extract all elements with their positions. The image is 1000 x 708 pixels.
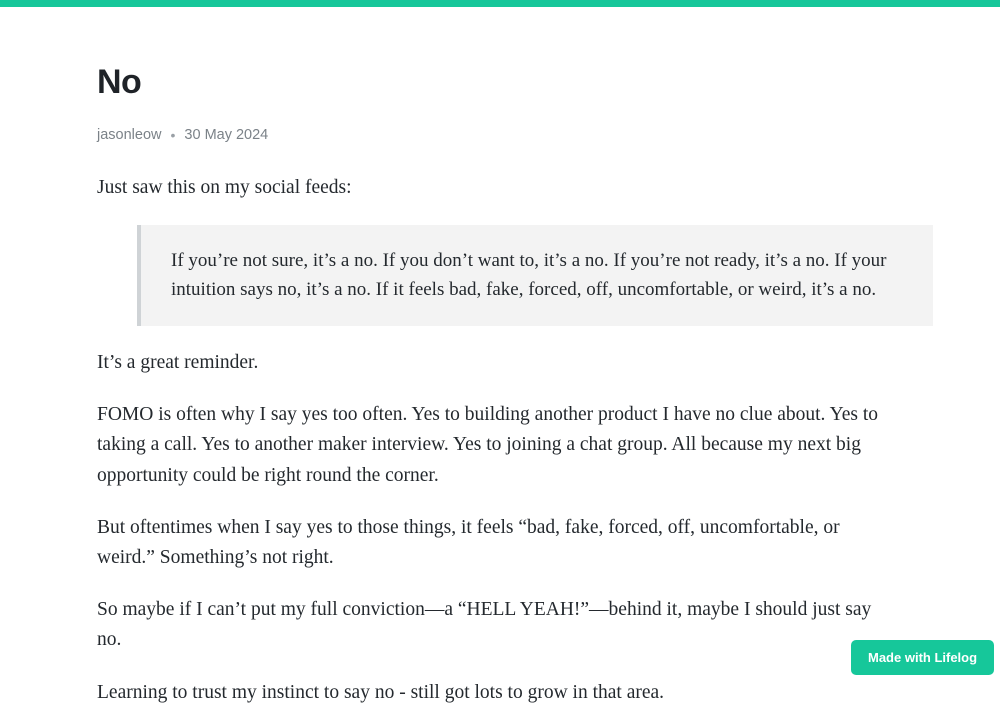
- paragraph-3: But oftentimes when I say yes to those things, it feels “bad, fake, forced, off, uncomfortable, or weird.” Something’s not right.: [97, 516, 840, 568]
- page-title: No: [97, 63, 142, 101]
- page-content: [0, 7, 1000, 703]
- post-meta: [97, 127, 893, 143]
- post-date: 30 May 2024: [184, 126, 269, 143]
- paragraph-5: Learning to trust my instinct to say no - still got lots to grow in that area.: [97, 681, 665, 703]
- intro-paragraph: Just saw this on my social feeds:: [97, 176, 352, 198]
- author-name[interactable]: jasonleow: [97, 126, 162, 143]
- made-with-lifelog-badge[interactable]: Made with Lifelog: [851, 640, 994, 675]
- top-accent-bar: [0, 0, 1000, 7]
- paragraph-1: It’s a great reminder.: [97, 351, 259, 373]
- blockquote: [137, 225, 933, 326]
- paragraph-4: So maybe if I can’t put my full conviction—a “HELL YEAH!”—behind it, maybe I should just say no.: [97, 599, 872, 651]
- article: [97, 62, 893, 708]
- paragraph-2: FOMO is often why I say yes too often. Yes to building another product I have no clue about. Yes to taking a call. Yes to another maker interview. Yes to joining a chat group. All because my next big opportunity could be right round the corner.: [97, 404, 878, 486]
- meta-separator: •: [170, 126, 176, 143]
- blockquote-text: If you’re not sure, it’s a no. If you don’t want to, it’s a no. If you’re not ready, it’s a no. If your intuition says no, it’s a no. If it feels bad, fake, forced, off, uncomfortable, or weird, it’s a no.: [171, 250, 887, 301]
